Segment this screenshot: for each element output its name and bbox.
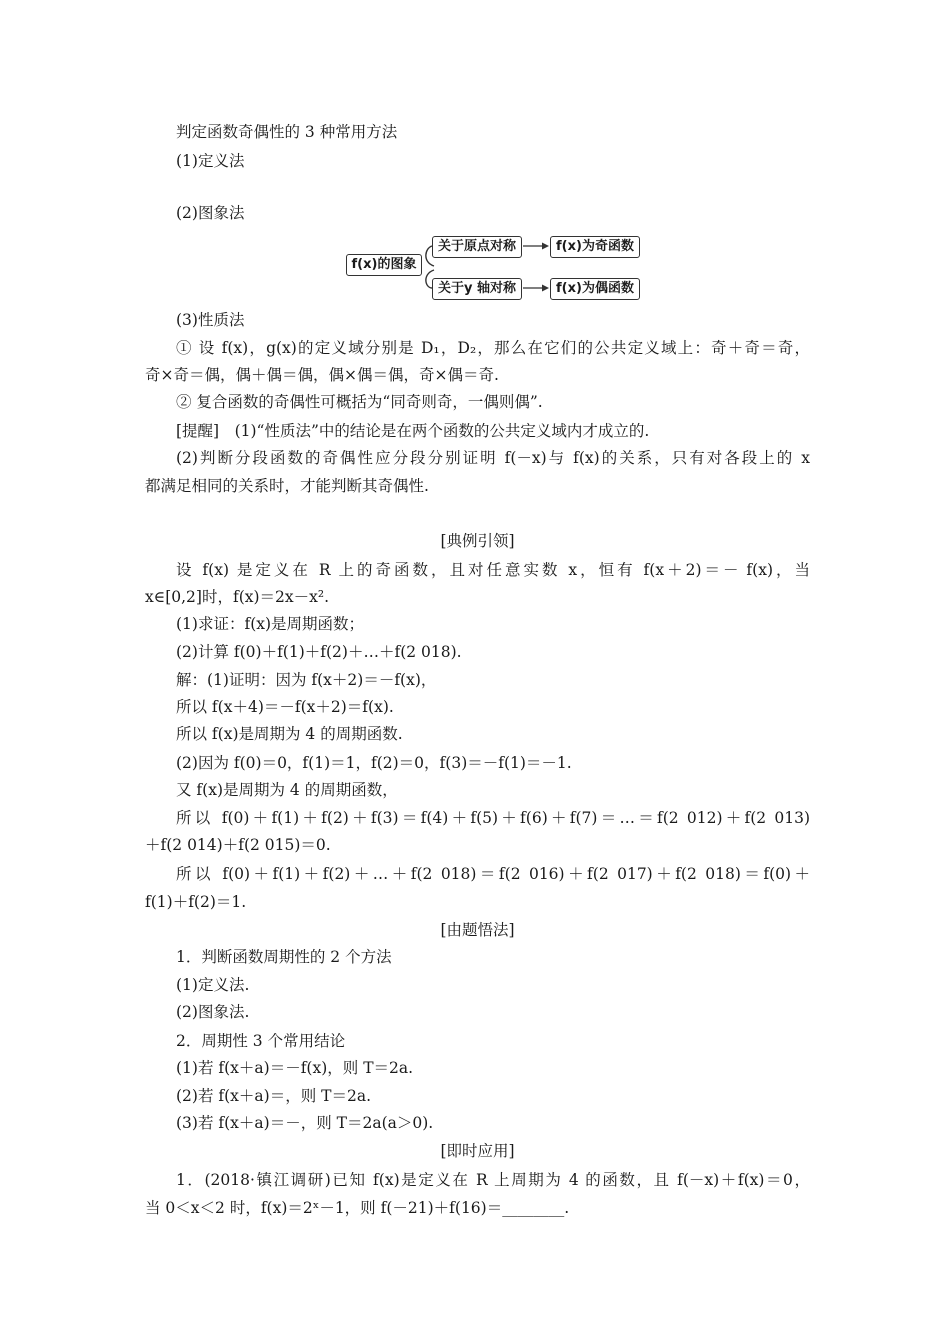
text-line: ① 设 f(x)，g(x)的定义域分别是 D₁，D₂，那么在它们的公共定义域上：奇＋奇＝奇， — [176, 339, 810, 357]
text-line: (1)定义法. — [176, 976, 250, 994]
section-title: 判定函数奇偶性的 3 种常用方法 — [176, 123, 398, 141]
diagram-result-odd: f(x)为奇函数 — [550, 236, 640, 258]
text-line: 所以 f(x＋4)＝－f(x＋2)＝f(x). — [176, 698, 394, 716]
section-heading-application: [即时应用] — [440, 1142, 515, 1160]
diagram-source-box: f(x)的图象 — [346, 254, 422, 276]
section-heading-method: [由题悟法] — [440, 921, 515, 939]
text-line: (3)若 f(x＋a)＝－，则 T＝2a(a＞0). — [176, 1114, 434, 1132]
diagram-branch-origin: 关于原点对称 — [432, 236, 522, 258]
text-line: 设 f(x) 是定义在 R 上的奇函数，且对任意实数 x，恒有 f(x＋2)＝－ f(x)，当 — [176, 561, 810, 579]
text-line: (2)判断分段函数的奇偶性应分段分别证明 f(－x)与 f(x)的关系，只有对各段上的 x — [176, 449, 810, 467]
text-line: 当 0＜x＜2 时，f(x)＝2ˣ－1，则 f(－21)＋f(16)＝________. — [145, 1199, 570, 1217]
text-line: 又 f(x)是周期为 4 的周期函数， — [176, 781, 398, 799]
text-line: (3)性质法 — [176, 311, 245, 329]
text-line: (2)图象法 — [176, 204, 245, 222]
text-line: (2)若 f(x＋a)＝，则 T＝2a. — [176, 1087, 371, 1105]
text-line: (1)若 f(x＋a)＝－f(x)，则 T＝2a. — [176, 1059, 414, 1077]
text-line: 所以 f(x)是周期为 4 的周期函数. — [176, 725, 403, 743]
text-line: f(1)＋f(2)＝1. — [145, 893, 247, 911]
text-line: ② 复合函数的奇偶性可概括为“同奇则奇，一偶则偶”. — [176, 393, 543, 411]
text-line: (1)求证：f(x)是周期函数； — [176, 615, 365, 633]
text-line: 所以 f(0)＋f(1)＋f(2)＋…＋f(2 018)＝f(2 016)＋f(2 017)＋f(2 018)＝f(0)＋ — [176, 865, 811, 883]
text-line: 所以 f(0)＋f(1)＋f(2)＋f(3)＝f(4)＋f(5)＋f(6)＋f(7)＝…＝f(2 012)＋f(2 013) — [176, 809, 810, 827]
reminder-line: [提醒] (1)“性质法”中的结论是在两个函数的公共定义域内才成立的. — [176, 422, 650, 440]
text-line: (1)定义法 — [176, 152, 245, 170]
text-line: ＋f(2 014)＋f(2 015)＝0. — [145, 836, 331, 854]
diagram-branch-y-axis: 关于y 轴对称 — [432, 278, 522, 300]
diagram-result-even: f(x)为偶函数 — [550, 278, 640, 300]
text-line: 2．周期性 3 个常用结论 — [176, 1032, 346, 1050]
text-line: 1．判断函数周期性的 2 个方法 — [176, 948, 392, 966]
text-line: x∈[0,2]时，f(x)＝2x－x². — [145, 588, 330, 606]
text-line: 奇×奇＝偶，偶＋偶＝偶，偶×偶＝偶，奇×偶＝奇. — [145, 366, 499, 384]
text-line: (2)计算 f(0)＋f(1)＋f(2)＋…＋f(2 018). — [176, 643, 462, 661]
text-line: 都满足相同的关系时，才能判断其奇偶性. — [145, 477, 429, 495]
text-line: (2)图象法. — [176, 1003, 250, 1021]
text-line: (2)因为 f(0)＝0，f(1)＝1，f(2)＝0，f(3)＝－f(1)＝－1. — [176, 754, 572, 772]
section-heading-example: [典例引领] — [440, 532, 515, 550]
parity-diagram — [340, 232, 650, 304]
text-line: 解：(1)证明：因为 f(x＋2)＝－f(x)， — [176, 671, 437, 689]
text-line: 1．(2018·镇江调研)已知 f(x)是定义在 R 上周期为 4 的函数，且 f(－x)＋f(x)＝0， — [176, 1171, 810, 1189]
